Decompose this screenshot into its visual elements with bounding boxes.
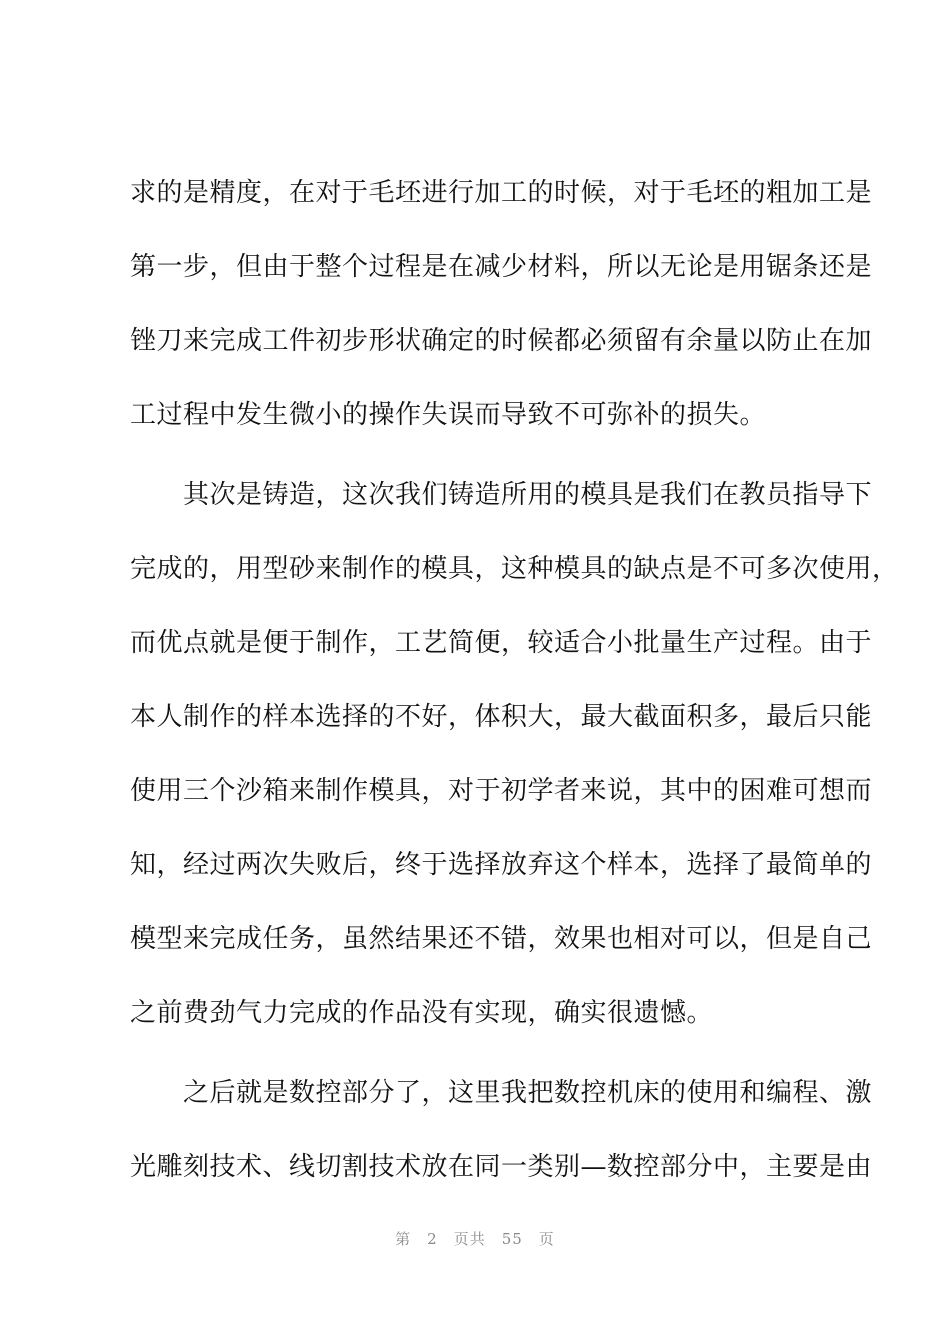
text-line-2: 第一步，但由于整个过程是在减少材料，所以无论是用锯条还是 [130,252,873,282]
text-line-12: 之前费劲气力完成的作品没有实现，确实很遗憾。 [130,998,714,1028]
text-line-14: 光雕刻技术、线切割技术放在同一类别—数控部分中，主要是由 [130,1152,873,1182]
text-line-9: 使用三个沙箱来制作模具，对于初学者来说，其中的困难可想而 [130,776,873,806]
text-line-7: 而优点就是便于制作，工艺简便，较适合小批量生产过程。由于 [130,628,873,658]
text-line-13: 之后就是数控部分了，这里我把数控机床的使用和编程、激 [130,1078,873,1108]
page-number-footer: 第 2 页共 55 页 [395,1230,555,1248]
text-line-3: 锉刀来完成工件初步形状确定的时候都必须留有余量以防止在加 [130,326,873,356]
text-line-8: 本人制作的样本选择的不好，体积大，最大截面积多，最后只能 [130,702,873,732]
text-line-4: 工过程中发生微小的操作失误而导致不可弥补的损失。 [130,400,767,430]
text-line-11: 模型来完成任务，虽然结果还不错，效果也相对可以，但是自己 [130,924,873,954]
text-line-1: 求的是精度，在对于毛坯进行加工的时候，对于毛坯的粗加工是 [130,178,873,208]
text-line-5: 其次是铸造，这次我们铸造所用的模具是我们在教员指导下 [130,480,873,510]
text-line-6: 完成的，用型砂来制作的模具，这种模具的缺点是不可多次使用， [130,554,899,584]
text-line-10: 知，经过两次失败后，终于选择放弃这个样本，选择了最简单的 [130,850,873,880]
